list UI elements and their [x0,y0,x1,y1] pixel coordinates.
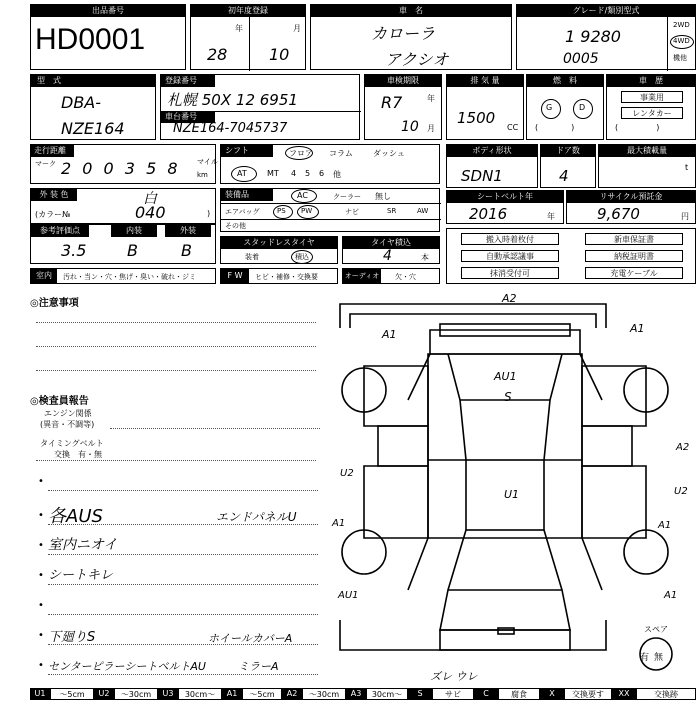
equip-sr: SR [387,207,397,215]
first-reg-month: 10 [269,45,290,64]
report-line-6: 下廻りS [48,630,96,645]
legend-xx-desc: 交換跡 [636,688,696,700]
tire-load-label: タイヤ積込 [343,237,439,249]
engine-sub: (異音・不調等) [40,420,95,429]
model-label: 型 式 [31,75,155,87]
report-line-4: シートキレ [48,568,113,583]
mileage-mark: マーク [35,160,56,168]
max-load-box [598,144,696,188]
ref-score: 3.5 [61,241,87,260]
mark-u2-right: U2 [674,486,688,497]
fw-row-label: F W [221,269,249,283]
legend-c-code: C [474,688,498,700]
report-right-7: ミラーA [238,660,279,673]
body-type-label: ボディ形状 [447,145,537,157]
spare-label: スペア [644,625,668,634]
equipment-box [220,188,440,232]
notes-label: ◎注意事項 [30,298,79,309]
mileage-unit-km: km [197,171,208,179]
mark-a1-tl: A1 [382,328,397,341]
mark-s-roof: S [504,390,512,404]
exterior-score: B [181,241,192,260]
inspector-label: ◎検査員報告 [30,396,89,407]
lot-label: 出品番号 [31,5,185,17]
fuel-g: G [546,103,553,112]
docs-box [446,228,696,284]
mileage-label: 走行距離 [31,145,74,157]
belt-year-unit: 年 [547,212,555,221]
audio-row-items: 欠・穴 [395,273,416,281]
shift-opt-dash: ダッシュ [373,149,405,158]
grade-value: 1 9280 [565,27,621,46]
spare-opt2: 無 [654,653,664,663]
first-reg-label: 初年度登録 [191,5,305,17]
mark-au1-roof: AU1 [494,370,517,383]
reg-value: 札幌 50X 12 6951 [167,91,298,109]
inspection-month: 10 [401,119,419,135]
inspection-box [364,74,442,140]
legend-u1-desc: ～5cm [50,688,94,700]
body-type-box [446,144,538,188]
equip-aw: AW [417,207,429,215]
studless-box [220,236,338,264]
legend-a1-code: A1 [222,688,242,700]
model-box [30,74,156,140]
legend-u2-desc: ～30cm [114,688,158,700]
studless-label: スタッドレスタイヤ [221,237,337,249]
car-name-line2: アクシオ [385,50,449,69]
mark-u1-center: U1 [504,488,520,501]
mark-au1-left: AU1 [338,590,359,601]
shift-opt-column: コラム [329,149,353,158]
displacement-box [446,74,524,140]
mileage-box [30,144,216,184]
chassis-value: NZE164-7045737 [173,121,288,136]
audio-row-label: オーディオ [343,269,381,283]
displacement-value: 1500 [457,109,496,127]
report-right-2: エンドパネルU [216,510,297,524]
fuel-box: 燃 料 G D ( ) [526,74,604,140]
report-right-6: ホイールカバーA [208,632,293,645]
drive-other: 機他 [673,54,687,62]
model-value2: NZE164 [61,119,125,138]
recycle-box [566,190,696,224]
spare-opt1: 有 [640,653,650,663]
doc-2: 新車保証書 [585,233,683,245]
shift-opt-floor: フロア [289,149,313,158]
history-business: 事業用 [621,91,683,103]
mark-a2-top: A2 [502,292,517,305]
legend-xx-code: XX [612,688,636,700]
equip-none: 無し [375,192,391,201]
legend-a3-code: A3 [346,688,366,700]
car-name-box [310,4,512,70]
interior-label: 内装 [111,225,157,237]
lot-number: HD0001 [35,23,146,56]
shift-mt: MT [267,169,279,178]
displacement-label: 排 気 量 [447,75,523,87]
equip-pw: PW [301,207,313,215]
mark-a1-tr: A1 [630,322,645,335]
tire-load-box [342,236,440,264]
scores-box [30,224,216,264]
shift-6: 6 [319,169,325,178]
body-type-value: SDN1 [461,167,503,185]
doors-value: 4 [559,167,569,185]
reg-box [160,74,360,140]
recycle-value: 9,670 [597,205,640,223]
studless-opt1: 装着 [245,253,259,261]
first-reg-year: 28 [207,45,228,64]
shift-other: 他 [333,170,341,179]
ref-score-label: 参考評価点 [31,225,89,237]
color-box: 外 装 色 白 (カラー№ 040 ) [30,188,216,224]
legend-u3-desc: 30cm～ [178,688,222,700]
doc-6: 充電ケーブル [585,267,683,279]
doors-label: ドア数 [541,145,595,157]
audio-row [342,268,440,284]
equip-ps: PS [277,207,286,215]
legend-u1-code: U1 [30,688,50,700]
legend-c-desc: 腐食 [498,688,540,700]
legend-u2-code: U2 [94,688,114,700]
equipment-label: 装備品 [221,189,273,201]
report-line-7: センターピラーシートベルトAU [48,660,206,673]
fuel-label: 燃 料 [527,75,603,87]
chassis-label: 車台番号 [161,111,215,123]
model-value1: DBA- [61,93,102,112]
doc-3: 自動承認議事 [461,250,559,262]
damage-legend [0,688,700,700]
mark-u2-left: U2 [340,468,354,479]
legend-a3-desc: 30cm～ [366,688,408,700]
belt-year-value: 2016 [469,205,508,223]
inspection-month-label: 月 [427,124,435,133]
car-name-line1: カローラ [371,24,436,43]
color-code-label: (カラー№ [35,210,71,219]
interior-row [30,268,216,284]
mark-a1-right2: A1 [664,590,678,601]
legend-x-code: X [540,688,564,700]
equip-cooler: クーラー [333,193,361,201]
belt-year-box [446,190,564,224]
recycle-unit: 円 [681,212,689,221]
interior-row-label: 室内 [31,269,57,283]
legend-a2-code: A2 [282,688,302,700]
first-reg-year-label: 年 [235,24,243,33]
lot-box [30,4,186,70]
recycle-label: リサイクル預託金 [567,191,695,203]
inspection-year-label: 年 [427,94,435,103]
report-line-3: 室内ニオイ [48,537,118,553]
grade-box [516,4,696,70]
studless-opt2: 積込 [295,253,309,261]
legend-u3-code: U3 [158,688,178,700]
legend-a2-desc: ～30cm [302,688,346,700]
timing-opts: 交換 有・無 [54,450,102,459]
legend-x-desc: 交換要す [564,688,612,700]
interior-score: B [127,241,138,260]
drive-4wd: 4WD [673,37,690,45]
doc-5: 抹消受付可 [461,267,559,279]
report-line-2: 各AUS [48,506,103,527]
engine-label: エンジン関係 [44,409,92,418]
drive-2wd: 2WD [673,21,690,29]
legend-a1-desc: ～5cm [242,688,282,700]
equip-ac: AC [297,191,308,200]
shift-5: 5 [305,169,311,178]
doc-1: 搬入時着枚付 [461,233,559,245]
mark-a1-right: A1 [658,520,672,531]
inspection-label: 車検期限 [365,75,441,87]
legend-s-code: S [408,688,432,700]
history-rental: レンタカー [621,107,683,119]
timing-label: タイミングベルト [40,439,104,448]
history-box: 車 歴 事業用 レンタカー ( ) [606,74,696,140]
doc-4: 納税証明書 [585,250,683,262]
grade-model-code: 0005 [563,51,599,67]
shift-label: シフト [221,145,273,157]
fw-row [220,268,338,284]
history-label: 車 歴 [607,75,695,87]
color-code: 040 [135,203,166,222]
color-name: 白 [143,191,157,207]
equip-other: その他 [225,222,246,230]
doors-box [540,144,596,188]
exterior-label: 外装 [165,225,211,237]
tire-load-value: 4 [383,248,392,264]
equip-airbag: エアバッグ [225,208,260,216]
mileage-value: 2 0 0 3 5 8 [61,159,181,178]
first-reg-month-label: 月 [293,24,301,33]
mark-bottom: ズレ ウレ [430,670,478,683]
shift-4: 4 [291,169,297,178]
legend-s-desc: サビ [432,688,474,700]
shift-at: AT [237,169,247,178]
mark-a1-left: A1 [332,518,346,529]
color-label: 外 装 色 [31,189,77,201]
interior-row-items: 汚れ・当ン・穴・焦げ・臭い・破れ・ジミ [63,273,196,281]
displacement-unit: CC [507,123,519,132]
max-load-unit: t [685,163,689,172]
first-reg-box [190,4,306,70]
tire-load-unit: 本 [421,253,429,262]
reg-label: 登録番号 [161,75,215,87]
mark-a2-right: A2 [676,442,690,453]
belt-year-label: シートベルト年 [447,191,563,203]
inspection-value: R7 [381,93,403,112]
max-load-label: 最大積載量 [599,145,695,157]
shift-box [220,144,440,184]
grade-label: グレード/類別型式 [517,5,695,17]
fuel-d: D [579,103,586,112]
mileage-unit-mile: マイル [197,158,218,166]
car-name-label: 車 名 [311,5,511,17]
equip-navi: ナビ [345,208,359,216]
fw-row-items: ヒビ・補修・交換要 [255,273,318,281]
